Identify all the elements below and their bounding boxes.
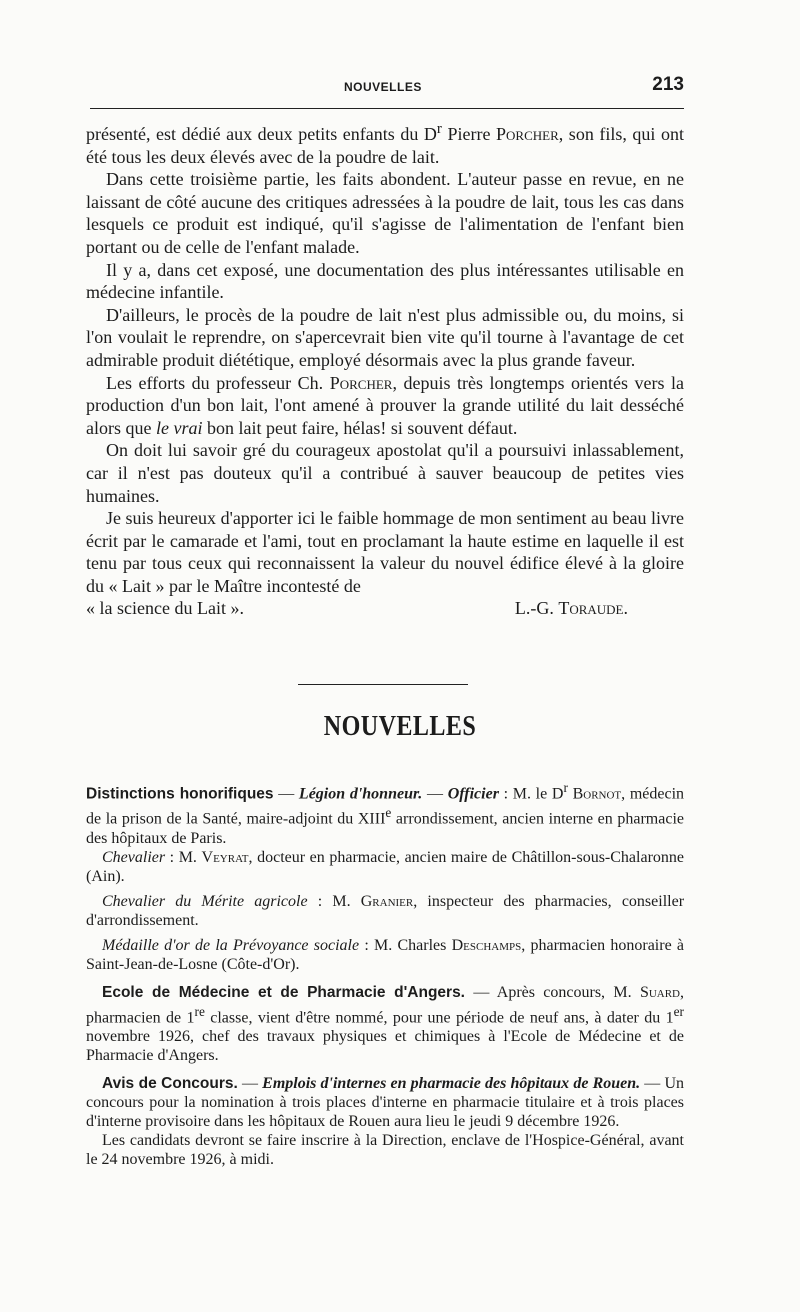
section-separator	[298, 684, 468, 685]
paragraph-6: On doit lui savoir gré du courageux apostolat qu'il a poursuivi inlassablement, car il n'est pas douteux qu'il a contribué à sauver beaucoup de petites vies humaines.	[86, 440, 684, 506]
paragraph-7-end: « la science du Lait ».	[86, 598, 244, 619]
running-header	[86, 74, 684, 104]
paragraph-4: D'ailleurs, le procès de la poudre de lait n'est plus admissible ou, du moins, si l'on voulait le reprendre, on s'apercevrait bien vite qu'il tourne à l'avantage de cet admirable produit diététique, employé désormais avec la plus grande faveur.	[86, 304, 684, 370]
paragraph-3: Il y a, dans cet exposé, une documentation des plus intéressantes utilisable en médecine infantile.	[86, 259, 684, 303]
review-body	[86, 118, 684, 620]
news-merite-agricole: Chevalier du Mérite agricole : M. Granier, inspecteur des pharmacies, conseiller d'arrondissement.	[86, 892, 685, 929]
news-section	[86, 778, 684, 1169]
news-angers: Ecole de Médecine et de Pharmacie d'Angers. — Après concours, M. Suard, pharmacien de 1re classe, vient d'être nommé, pour une période de neuf ans, à dater du 1er novembre 1926, chef des travaux physiques et chimiques à l'Ecole de Médecine et de Pharmacie d'Angers.	[86, 983, 685, 1064]
signature: L.-G. Toraude.	[514, 598, 628, 619]
news-chevalier: Chevalier : M. Veyrat, docteur en pharmacie, ancien maire de Châtillon-sous-Chalaronne (Ain).	[86, 848, 685, 885]
paragraph-2: Dans cette troisième partie, les faits abondent. L'auteur passe en revue, en ne laissant de côté aucune des critiques adressées à la poudre de lait, tous les cas dans lesquels ce produit est indiqué, qu'il s'agisse de l'alimentation de l'enfant bien portant ou de celle de l'enfant malade.	[86, 169, 684, 257]
news-concours: Avis de Concours. — Emplois d'internes en pharmacie des hôpitaux de Rouen. — Un concours pour la nomination à trois places d'interne en pharmacie titulaire et à trois places d'interne provisoire dans les hôpitaux de Rouen aura lieu le jeudi 9 décembre 1926.	[86, 1074, 685, 1130]
news-distinctions: Distinctions honorifiques — Légion d'honneur. — Officier : M. le $D^r$ Bornot, médecin de la prison de la Santé, maire-adjoint du XIIIe arrondissement, ancien interne en pharmacie des hôpitaux de Paris.	[86, 780, 685, 847]
news-candidats: Les candidats devront se faire inscrire à la Direction, enclave de l'Hospice-Général, avant le 24 novembre 1926, à midi.	[86, 1131, 684, 1168]
header-rule	[90, 108, 684, 109]
signature-line	[86, 597, 684, 620]
section-title: NOUVELLES	[323, 711, 477, 742]
running-title: NOUVELLES	[344, 80, 422, 94]
paragraph-5: Les efforts du professeur Ch. Porcher, depuis très longtemps orientés vers la production d'un bon lait, l'ont amené à prouver la grande utilité du lait desséché alors que le vrai bon lait peut faire, hélas! si souvent défaut.	[86, 372, 684, 438]
news-medaille: Médaille d'or de la Prévoyance sociale : M. Charles Deschamps, pharmacien honoraire à Saint-Jean-de-Losne (Côte-d'Or).	[86, 936, 685, 973]
page-number: 213	[652, 74, 684, 95]
paragraph-7: Je suis heureux d'apporter ici le faible hommage de mon sentiment au beau livre écrit par le camarade et l'ami, tout en proclamant la haute estime en laquelle il est tenu par tous ceux qui reconnaissent la valeur du nouvel édifice élevé à la gloire du « Lait » par le Maître incontesté de	[86, 508, 684, 596]
paragraph-1: présenté, est dédié aux deux petits enfants du $D^r$ Pierre Porcher, son fils, qui ont été tous les deux élevés avec de la poudre de lait.	[86, 121, 684, 167]
